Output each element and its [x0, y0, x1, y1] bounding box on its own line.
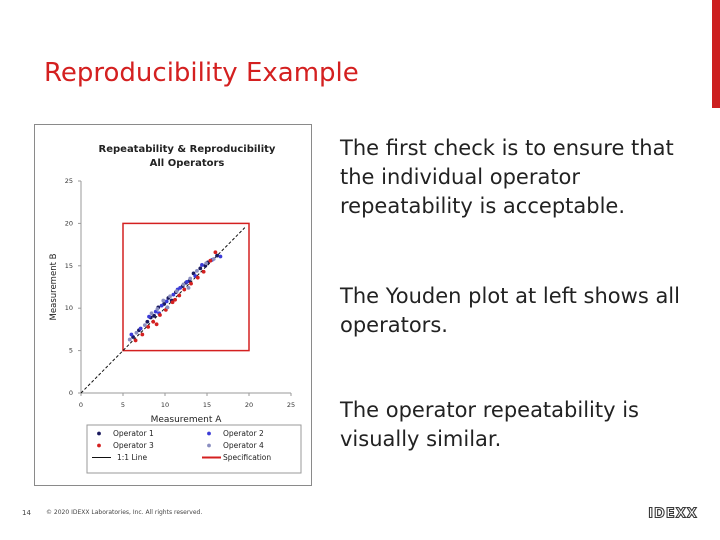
point-operator-1 [198, 266, 202, 270]
point-operator-3 [189, 282, 193, 286]
point-operator-3 [158, 313, 162, 317]
point-operator-2 [130, 333, 134, 337]
chart-frame [34, 124, 312, 486]
point-operator-2 [165, 300, 169, 304]
page-number: 14 [22, 509, 31, 517]
point-operator-4 [212, 257, 216, 261]
y-tick-label: 10 [64, 304, 73, 313]
chart-subtitle: All Operators [149, 158, 225, 169]
legend-label-operator-2: Operator 2 [223, 429, 264, 438]
point-operator-4 [187, 286, 191, 290]
point-operator-4 [166, 305, 170, 309]
x-tick-label: 15 [202, 401, 212, 409]
point-operator-2 [160, 304, 164, 308]
y-tick-label: 0 [68, 389, 73, 397]
point-operator-3 [196, 276, 200, 280]
chart-title: Repeatability & Reproducibility [98, 144, 276, 155]
point-operator-2 [200, 263, 204, 267]
x-tick-label: 20 [244, 401, 254, 409]
legend-marker-operator-2 [207, 432, 211, 436]
point-operator-4 [168, 294, 172, 298]
point-operator-4 [143, 323, 147, 327]
point-operator-2 [185, 280, 189, 284]
bullet-youden-plot: The Youden plot at left shows all operators. [340, 284, 680, 337]
legend-label-one-to-one: 1:1 Line [117, 453, 148, 462]
point-operator-3 [173, 298, 177, 302]
y-axis-label: Measurement B [49, 253, 59, 321]
slide-title: Reproducibility Example [44, 58, 359, 88]
bullet-repeatability: The first check is to ensure that the individual operator repeatability is acceptable. [340, 136, 674, 218]
point-operator-4 [175, 289, 179, 293]
point-operator-3 [177, 294, 181, 298]
legend-label-operator-4: Operator 4 [223, 441, 264, 450]
one-to-one-line [81, 228, 245, 393]
y-tick-label: 20 [64, 219, 73, 228]
point-operator-3 [155, 322, 159, 326]
point-operator-2 [172, 293, 176, 297]
point-operator-3 [146, 325, 150, 329]
y-tick-label: 25 [64, 177, 73, 185]
legend-label-specification: Specification [223, 453, 272, 462]
y-tick-label: 5 [68, 346, 73, 355]
idexx-logo [640, 506, 706, 520]
point-operator-2 [139, 327, 143, 331]
point-operator-4 [204, 261, 208, 265]
point-operator-3 [202, 270, 206, 274]
svg-text:IDEXX: IDEXX [648, 506, 698, 520]
y-tick-label: 15 [64, 261, 73, 270]
x-tick-label: 25 [286, 401, 296, 409]
point-operator-4 [150, 311, 154, 315]
legend-marker-operator-3 [97, 444, 101, 448]
youden-plot [35, 125, 311, 485]
point-operator-2 [147, 315, 151, 319]
point-operator-4 [156, 307, 160, 311]
legend-marker-operator-1 [97, 432, 101, 436]
point-operator-2 [219, 255, 223, 259]
copyright-notice: © 2020 IDEXX Laboratories, Inc. All rights reserved. [46, 509, 203, 516]
point-operator-4 [128, 338, 132, 342]
point-operator-3 [151, 320, 155, 324]
point-operator-4 [135, 331, 139, 335]
point-operator-4 [195, 269, 199, 273]
bullet-visually-similar: The operator repeatability is visually similar. [340, 398, 639, 451]
point-operator-1 [145, 320, 149, 324]
legend-label-operator-3: Operator 3 [113, 441, 154, 450]
point-operator-4 [161, 299, 165, 303]
point-operator-3 [134, 339, 138, 343]
point-operator-4 [188, 277, 192, 281]
x-tick-label: 0 [78, 401, 84, 409]
point-operator-3 [182, 288, 186, 292]
point-operator-3 [214, 250, 218, 254]
x-axis-label: Measurement A [150, 415, 222, 425]
accent-bar [712, 0, 720, 108]
point-operator-4 [182, 283, 186, 287]
point-operator-1 [215, 254, 219, 258]
x-tick-label: 5 [120, 401, 126, 409]
point-operator-3 [140, 333, 144, 337]
x-tick-label: 10 [160, 401, 170, 409]
legend-marker-operator-4 [207, 444, 211, 448]
legend-label-operator-1: Operator 1 [113, 429, 154, 438]
point-operator-3 [208, 259, 212, 263]
